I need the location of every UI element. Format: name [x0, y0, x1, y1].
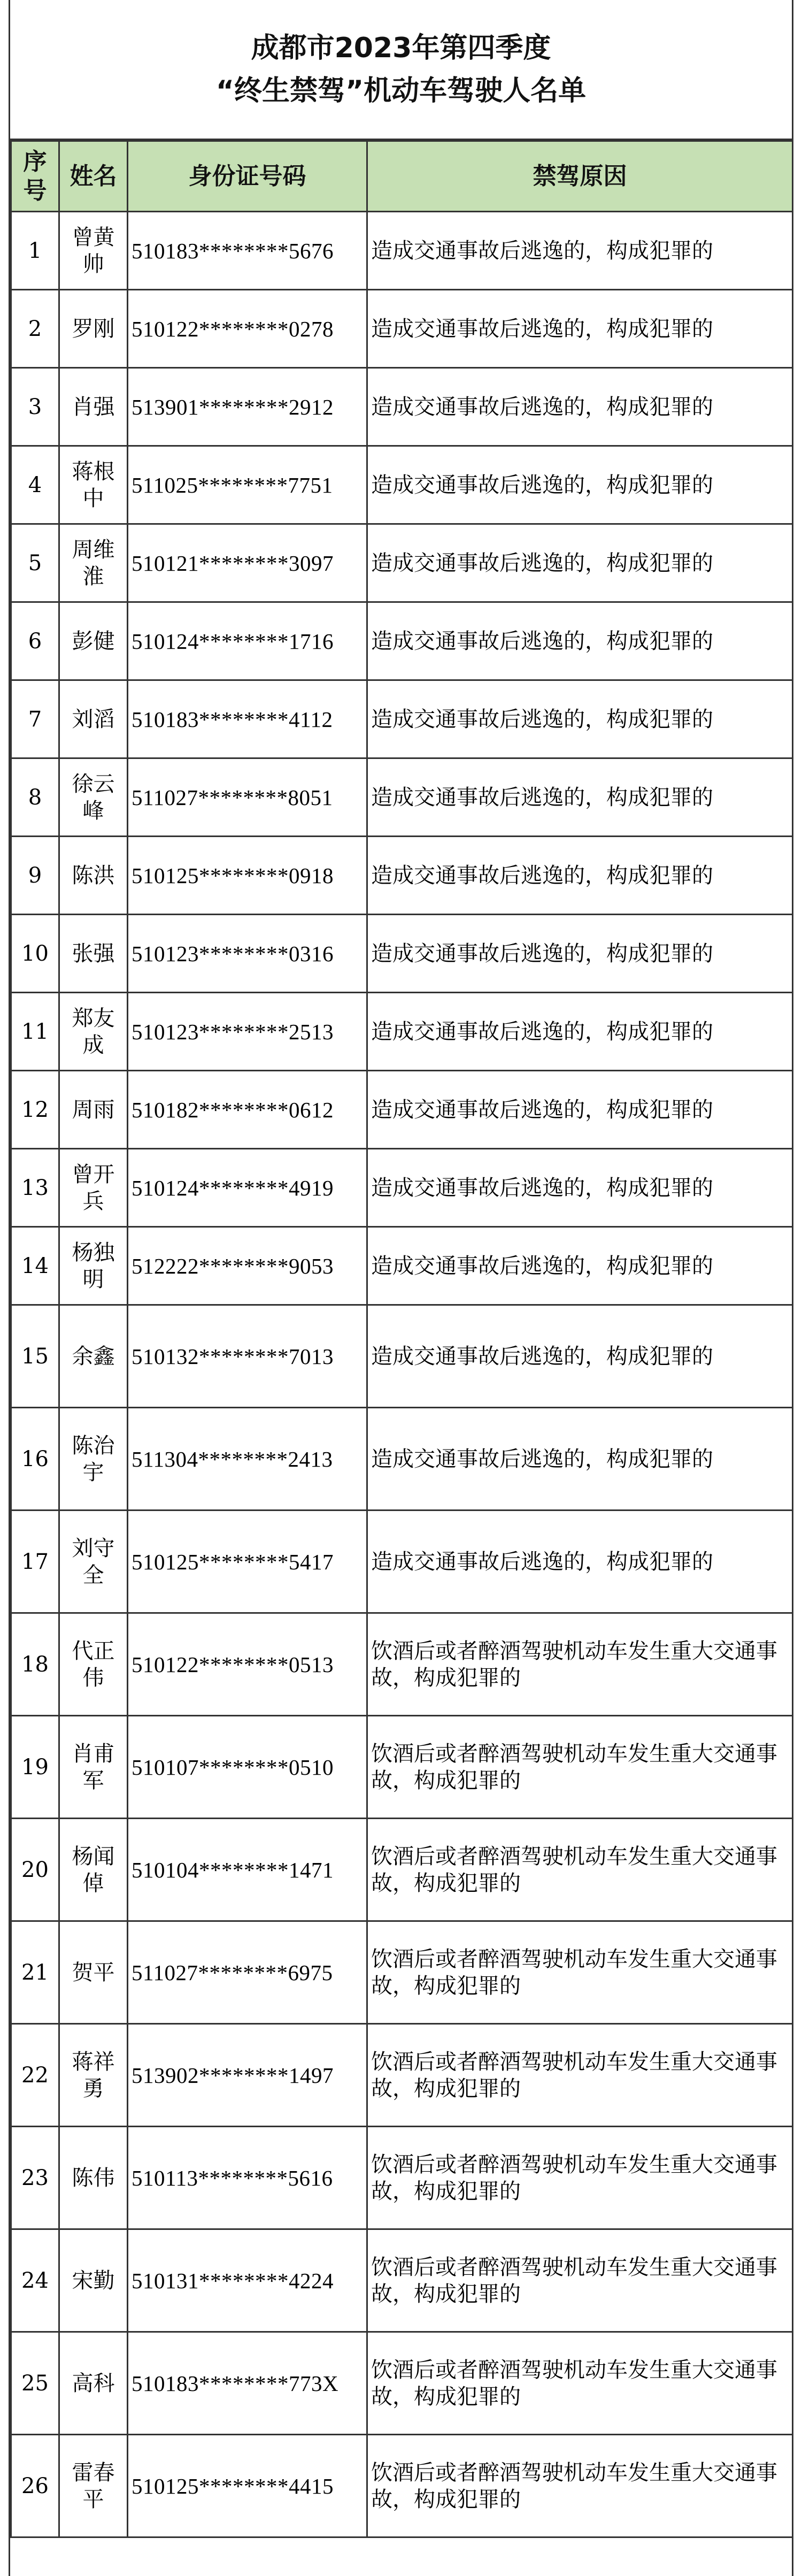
row-number: 25 [11, 2332, 59, 2435]
table-row [11, 2435, 793, 2537]
row-id-number: 513901********2912 [128, 368, 367, 446]
row-id-number: 510125********4415 [128, 2435, 367, 2537]
row-id-number: 513902********1497 [128, 2024, 367, 2127]
table-row [11, 837, 793, 915]
row-name: 杨独明 [59, 1227, 128, 1305]
row-reason: 饮酒后或者醉酒驾驶机动车发生重大交通事故，构成犯罪的 [367, 2127, 793, 2229]
row-reason: 饮酒后或者醉酒驾驶机动车发生重大交通事故，构成犯罪的 [367, 1613, 793, 1716]
row-number: 10 [11, 915, 59, 993]
row-id-number: 512222********9053 [128, 1227, 367, 1305]
row-reason: 饮酒后或者醉酒驾驶机动车发生重大交通事故，构成犯罪的 [367, 2435, 793, 2537]
table-row [11, 2127, 793, 2229]
row-id-number: 510124********4919 [128, 1149, 367, 1227]
table-row [11, 1819, 793, 1921]
row-number: 14 [11, 1227, 59, 1305]
row-name: 陈洪 [59, 837, 128, 915]
row-number: 20 [11, 1819, 59, 1921]
table-row [11, 290, 793, 368]
row-id-number: 511025********7751 [128, 446, 367, 524]
row-reason: 造成交通事故后逃逸的，构成犯罪的 [367, 758, 793, 837]
row-number: 7 [11, 680, 59, 758]
row-name: 刘守全 [59, 1511, 128, 1613]
row-name: 彭健 [59, 602, 128, 680]
row-number: 11 [11, 993, 59, 1071]
row-number: 9 [11, 837, 59, 915]
row-reason: 造成交通事故后逃逸的，构成犯罪的 [367, 368, 793, 446]
table-row [11, 1716, 793, 1819]
banned-drivers-table [10, 140, 793, 2538]
table-row [11, 1071, 793, 1149]
row-id-number: 510125********5417 [128, 1511, 367, 1613]
table-row [11, 1305, 793, 1408]
header-name: 姓名 [59, 141, 128, 212]
row-reason: 饮酒后或者醉酒驾驶机动车发生重大交通事故，构成犯罪的 [367, 1819, 793, 1921]
row-name: 罗刚 [59, 290, 128, 368]
row-number: 1 [11, 212, 59, 290]
row-number: 4 [11, 446, 59, 524]
row-reason: 造成交通事故后逃逸的，构成犯罪的 [367, 446, 793, 524]
row-id-number: 510183********4112 [128, 680, 367, 758]
row-id-number: 511304********2413 [128, 1408, 367, 1511]
row-id-number: 510122********0513 [128, 1613, 367, 1716]
row-reason: 造成交通事故后逃逸的，构成犯罪的 [367, 524, 793, 602]
row-name: 刘滔 [59, 680, 128, 758]
row-reason: 造成交通事故后逃逸的，构成犯罪的 [367, 1149, 793, 1227]
row-name: 肖甫军 [59, 1716, 128, 1819]
row-name: 蒋祥勇 [59, 2024, 128, 2127]
table-row [11, 368, 793, 446]
row-reason: 造成交通事故后逃逸的，构成犯罪的 [367, 1227, 793, 1305]
row-id-number: 510122********0278 [128, 290, 367, 368]
row-name: 肖强 [59, 368, 128, 446]
table-row [11, 212, 793, 290]
row-id-number: 510183********773X [128, 2332, 367, 2435]
row-reason: 饮酒后或者醉酒驾驶机动车发生重大交通事故，构成犯罪的 [367, 1716, 793, 1819]
table-row [11, 524, 793, 602]
row-name: 曾黄帅 [59, 212, 128, 290]
row-reason: 造成交通事故后逃逸的，构成犯罪的 [367, 1071, 793, 1149]
row-name: 陈伟 [59, 2127, 128, 2229]
row-id-number: 510182********0612 [128, 1071, 367, 1149]
row-name: 蒋根中 [59, 446, 128, 524]
table-row [11, 1149, 793, 1227]
row-reason: 饮酒后或者醉酒驾驶机动车发生重大交通事故，构成犯罪的 [367, 2229, 793, 2332]
row-reason: 造成交通事故后逃逸的，构成犯罪的 [367, 602, 793, 680]
table-body [11, 212, 793, 2537]
row-reason: 造成交通事故后逃逸的，构成犯罪的 [367, 915, 793, 993]
row-name: 贺平 [59, 1921, 128, 2024]
row-number: 2 [11, 290, 59, 368]
row-name: 代正伟 [59, 1613, 128, 1716]
row-id-number: 510121********3097 [128, 524, 367, 602]
row-reason: 饮酒后或者醉酒驾驶机动车发生重大交通事故，构成犯罪的 [367, 2332, 793, 2435]
row-number: 26 [11, 2435, 59, 2537]
row-name: 郑友成 [59, 993, 128, 1071]
row-name: 徐云峰 [59, 758, 128, 837]
row-name: 余鑫 [59, 1305, 128, 1408]
row-reason: 造成交通事故后逃逸的，构成犯罪的 [367, 1305, 793, 1408]
row-id-number: 510125********0918 [128, 837, 367, 915]
row-number: 13 [11, 1149, 59, 1227]
row-number: 19 [11, 1716, 59, 1819]
row-reason: 造成交通事故后逃逸的，构成犯罪的 [367, 993, 793, 1071]
row-id-number: 510123********2513 [128, 993, 367, 1071]
row-name: 雷春平 [59, 2435, 128, 2537]
row-number: 17 [11, 1511, 59, 1613]
row-number: 15 [11, 1305, 59, 1408]
row-name: 周雨 [59, 1071, 128, 1149]
row-id-number: 510131********4224 [128, 2229, 367, 2332]
row-id-number: 511027********6975 [128, 1921, 367, 2024]
table-row [11, 680, 793, 758]
table-row [11, 2229, 793, 2332]
table-row [11, 993, 793, 1071]
header-reason: 禁驾原因 [367, 141, 793, 212]
row-reason: 饮酒后或者醉酒驾驶机动车发生重大交通事故，构成犯罪的 [367, 2024, 793, 2127]
row-name: 周维淮 [59, 524, 128, 602]
row-reason: 造成交通事故后逃逸的，构成犯罪的 [367, 1511, 793, 1613]
row-reason: 造成交通事故后逃逸的，构成犯罪的 [367, 290, 793, 368]
row-id-number: 510132********7013 [128, 1305, 367, 1408]
table-row [11, 1921, 793, 2024]
table-header-row [11, 141, 793, 212]
table-row [11, 2332, 793, 2435]
row-number: 8 [11, 758, 59, 837]
title-line-1: 成都市2023年第四季度 [251, 32, 551, 64]
table-row [11, 1613, 793, 1716]
row-name: 宋勤 [59, 2229, 128, 2332]
row-number: 16 [11, 1408, 59, 1511]
row-reason: 造成交通事故后逃逸的，构成犯罪的 [367, 1408, 793, 1511]
row-id-number: 510113********5616 [128, 2127, 367, 2229]
row-id-number: 511027********8051 [128, 758, 367, 837]
table-row [11, 602, 793, 680]
row-name: 张强 [59, 915, 128, 993]
row-name: 陈治宇 [59, 1408, 128, 1511]
row-number: 24 [11, 2229, 59, 2332]
row-number: 18 [11, 1613, 59, 1716]
row-number: 6 [11, 602, 59, 680]
row-number: 21 [11, 1921, 59, 2024]
row-id-number: 510104********1471 [128, 1819, 367, 1921]
table-row [11, 2024, 793, 2127]
row-id-number: 510183********5676 [128, 212, 367, 290]
row-reason: 造成交通事故后逃逸的，构成犯罪的 [367, 837, 793, 915]
row-id-number: 510124********1716 [128, 602, 367, 680]
row-number: 23 [11, 2127, 59, 2229]
table-row [11, 1227, 793, 1305]
row-reason: 造成交通事故后逃逸的，构成犯罪的 [367, 212, 793, 290]
table-row [11, 758, 793, 837]
table-row [11, 1408, 793, 1511]
row-name: 高科 [59, 2332, 128, 2435]
title-line-2: “终生禁驾”机动车驾驶人名单 [215, 74, 587, 107]
row-number: 22 [11, 2024, 59, 2127]
row-id-number: 510107********0510 [128, 1716, 367, 1819]
row-reason: 饮酒后或者醉酒驾驶机动车发生重大交通事故，构成犯罪的 [367, 1921, 793, 2024]
row-number: 12 [11, 1071, 59, 1149]
row-name: 曾开兵 [59, 1149, 128, 1227]
table-row [11, 446, 793, 524]
row-id-number: 510123********0316 [128, 915, 367, 993]
title-block [10, 0, 792, 140]
document-sheet [9, 0, 793, 2576]
header-id-number: 身份证号码 [128, 141, 367, 212]
row-number: 3 [11, 368, 59, 446]
header-number-label: 序号 [23, 148, 47, 204]
table-row [11, 1511, 793, 1613]
table-row [11, 915, 793, 993]
row-reason: 造成交通事故后逃逸的，构成犯罪的 [367, 680, 793, 758]
row-number: 5 [11, 524, 59, 602]
row-name: 杨闻倬 [59, 1819, 128, 1921]
header-number [11, 141, 59, 212]
